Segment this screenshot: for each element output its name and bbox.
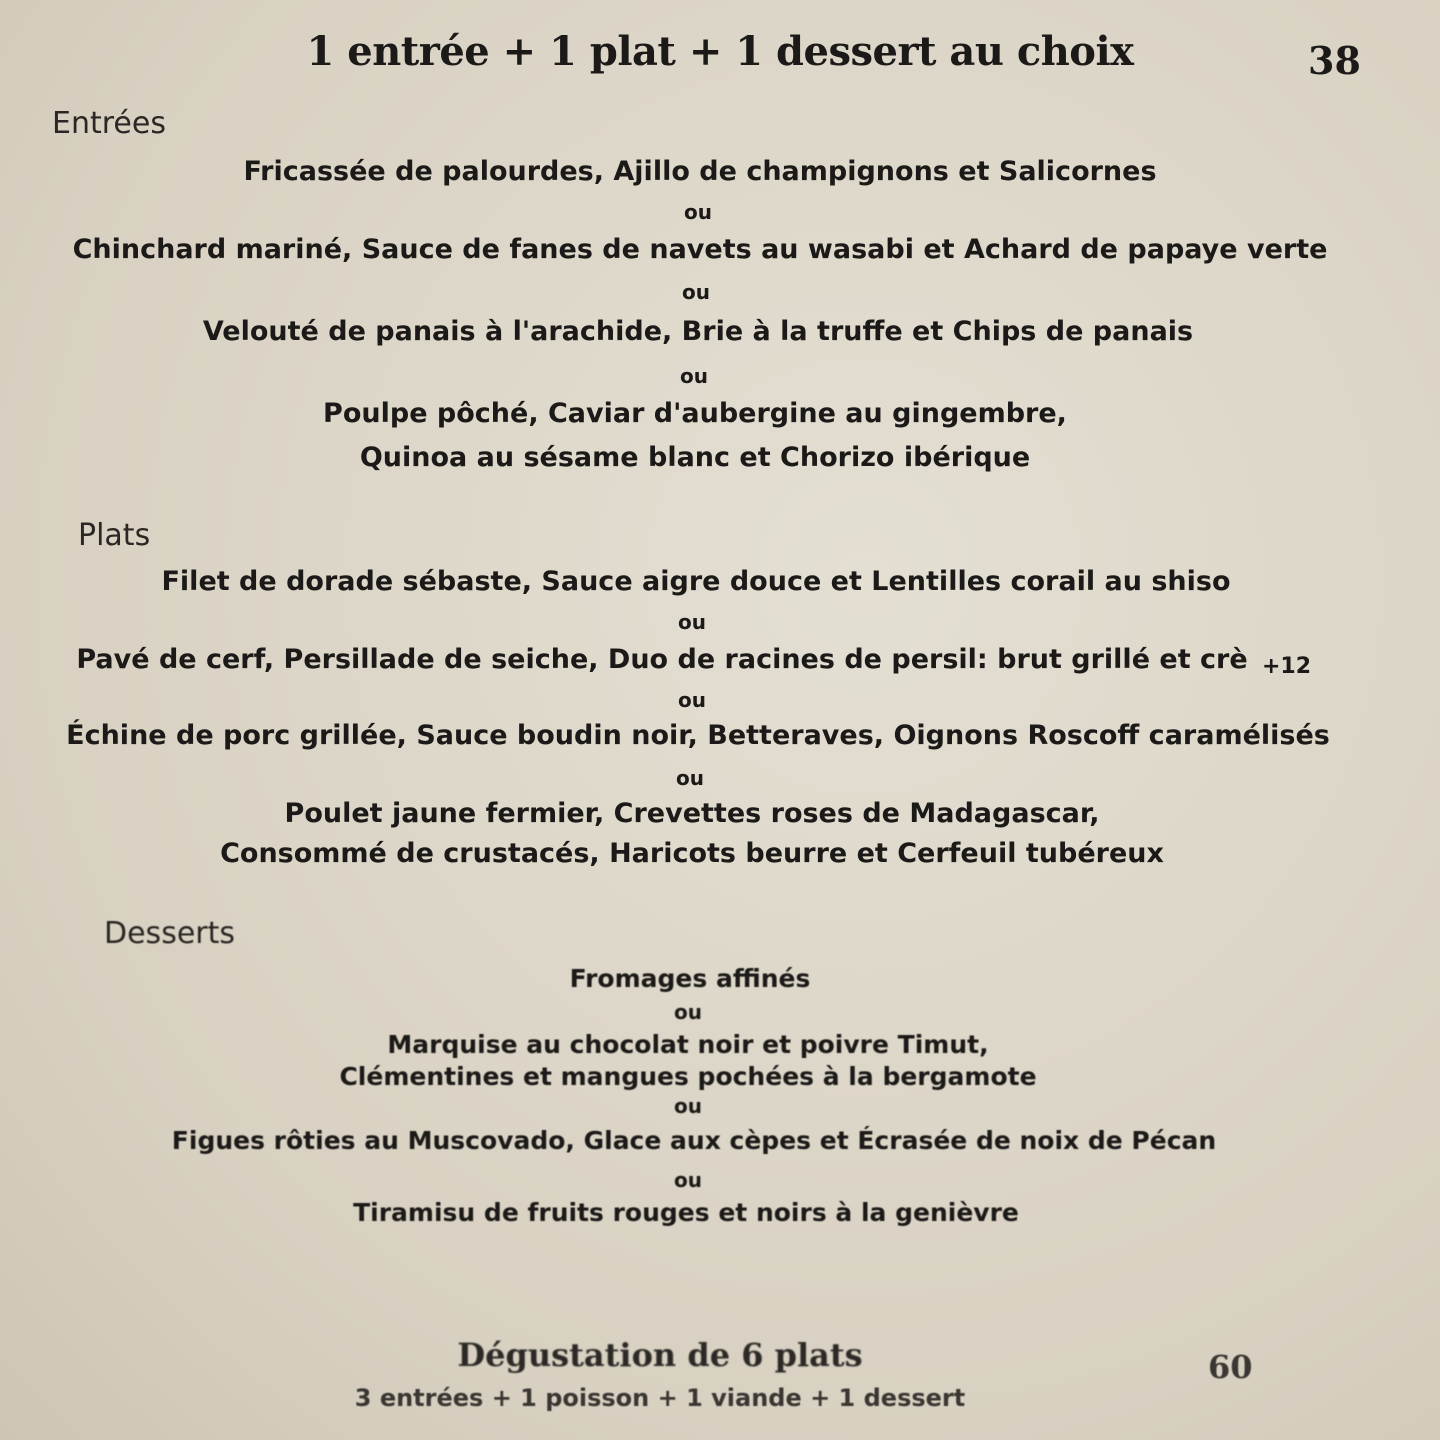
- dessert-item: Marquise au chocolat noir et poivre Timut,: [387, 1030, 989, 1059]
- plat-item: Filet de dorade sébaste, Sauce aigre douce et Lentilles corail au shiso: [161, 566, 1231, 597]
- plat-item: Consommé de crustacés, Haricots beurre et Cerfeuil tubéreux: [220, 838, 1164, 869]
- separator-ou: ou: [684, 200, 712, 224]
- degustation-title: Dégustation de 6 plats: [457, 1336, 863, 1374]
- separator-ou: ou: [680, 364, 708, 388]
- entree-item: Chinchard mariné, Sauce de fanes de navets au wasabi et Achard de papaye verte: [72, 234, 1328, 265]
- dessert-item: Tiramisu de fruits rouges et noirs à la genièvre: [353, 1198, 1019, 1227]
- plat-item: Échine de porc grillée, Sauce boudin noir, Betteraves, Oignons Roscoff caramélisés: [66, 720, 1330, 751]
- separator-ou: ou: [676, 766, 704, 790]
- entree-item: Fricassée de palourdes, Ajillo de champignons et Salicornes: [243, 156, 1157, 187]
- degustation-price: 60: [1208, 1348, 1253, 1386]
- section-heading-desserts: Desserts: [104, 916, 236, 951]
- separator-ou: ou: [678, 688, 706, 712]
- separator-ou: ou: [674, 1000, 702, 1024]
- menu-title: 1 entrée + 1 plat + 1 dessert au choix: [306, 28, 1134, 75]
- plat-item: Poulet jaune fermier, Crevettes roses de Madagascar,: [284, 798, 1100, 829]
- dessert-item: Clémentines et mangues pochées à la bergamote: [339, 1062, 1037, 1091]
- entree-item: Quinoa au sésame blanc et Chorizo ibérique: [359, 442, 1031, 473]
- dessert-item: Figues rôties au Muscovado, Glace aux cèpes et Écrasée de noix de Pécan: [171, 1126, 1217, 1155]
- menu-price: 38: [1308, 38, 1361, 83]
- entree-item: Velouté de panais à l'arachide, Brie à la truffe et Chips de panais: [202, 316, 1194, 347]
- plat-item: Pavé de cerf, Persillade de seiche, Duo de racines de persil: brut grillé et crè: [76, 644, 1248, 675]
- section-heading-entrees: Entrées: [52, 106, 166, 141]
- separator-ou: ou: [682, 280, 710, 304]
- supplement-price: +12: [1262, 654, 1312, 679]
- dessert-item: Fromages affinés: [569, 964, 811, 993]
- separator-ou: ou: [674, 1094, 702, 1118]
- separator-ou: ou: [678, 610, 706, 634]
- degustation-subtitle: 3 entrées + 1 poisson + 1 viande + 1 dessert: [354, 1384, 966, 1412]
- separator-ou: ou: [674, 1168, 702, 1192]
- section-heading-plats: Plats: [78, 518, 151, 553]
- entree-item: Poulpe pôché, Caviar d'aubergine au gingembre,: [323, 398, 1067, 429]
